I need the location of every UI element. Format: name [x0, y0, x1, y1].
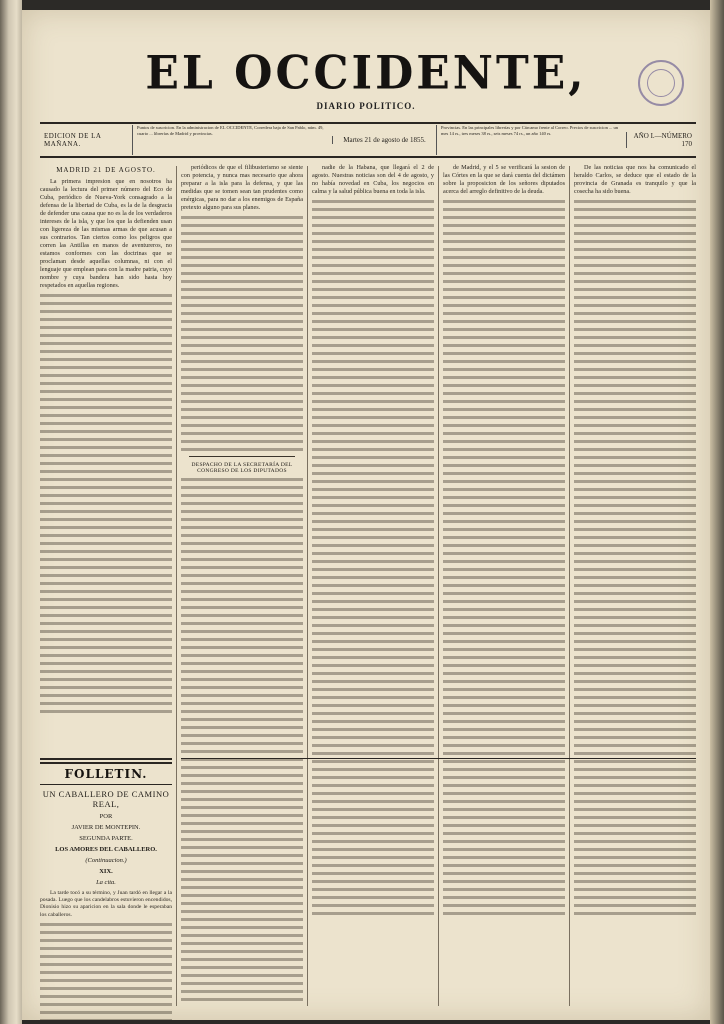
column-3	[312, 164, 434, 1004]
masthead	[22, 48, 710, 111]
library-stamp-icon	[638, 60, 684, 106]
dateline: MADRID 21 DE AGOSTO.	[56, 166, 156, 174]
newspaper-title: EL OCCIDENTE,	[145, 46, 587, 101]
chapter-number: XIX.	[99, 868, 113, 875]
section-title: La cita.	[96, 879, 116, 886]
author-by: POR	[99, 813, 113, 820]
column-rule	[307, 166, 308, 1006]
article-text: nadie de la Habana, que llegará el 2 de agosto. Nuestras noticias son del 4 de agosto, y no había novedad en Cuba, los negocios en calma y la salud pública buena en toda la isla.	[312, 164, 434, 195]
story-title: UN CABALLERO DE CAMINO REAL,	[42, 789, 170, 809]
continuation-note: (Continuacion.)	[85, 857, 127, 864]
issue-date: Martes 21 de agosto de 1855.	[332, 136, 436, 144]
column-rule	[569, 166, 570, 1006]
chapter-title: LOS AMORES DEL CABALLERO.	[55, 846, 157, 853]
column-rule	[176, 166, 177, 1006]
book-spine	[0, 0, 22, 1024]
article-text: La primera impresion que en nosotros ha causado la lectura del primer número del Eco de Cuba, periódico de Nueva-York consagrado a la defensa de la libertad de Cuba, es la de la desgracia de defender una causa que no es la de los verdaderos intereses de la isla, y que los que la defienden usan con ligereza de las mismas armas de que acusan a sus contrarios. Tan ciertos como los peligros que corren las Antillas en manos de aventureros, no estamos conformes con las doctrinas que se proclaman desde aquellas columnas, ni con el lenguaje que emplean para con la madre patria, cuyo nombre y cuya bandera han sido hasta hoy respetados en aquellas regiones.	[40, 178, 172, 289]
text-lines	[181, 478, 303, 1004]
text-lines	[312, 200, 434, 915]
divider	[189, 456, 295, 457]
newspaper-page	[22, 10, 710, 1020]
text-lines	[40, 923, 172, 1020]
author-name: JAVIER DE MONTEPIN.	[71, 824, 141, 831]
column-rule	[438, 166, 439, 1006]
folletin-rule	[40, 758, 172, 760]
article-text: de Madrid, y el 5 se verificará la sesion de las Córtes en la que se dará cuenta del dictámen sobre la proposicion de los señores diputados acerca del arreglo definitivo de la deuda.	[443, 164, 565, 195]
provinces-note: Provincias. En las principales librerías y por Cárcamo frente al Correo. Precios de suscricion ... un mes 14 rs., tres meses 38 rs., seis meses 74 rs., un año 140 rs.	[436, 125, 626, 155]
page-edge	[710, 0, 724, 1024]
newspaper-subtitle: DIARIO POLITICO.	[316, 101, 416, 111]
text-lines	[574, 200, 696, 915]
article-text: periódicos de que el filibusterismo se siente con potencia, y nunca mas necesario que ahora preparar a la isla para la defensa, y que las medidas que se tomen sean tan prudentes como enérgicas, para no dar a los enemigos de España pretexto alguno para sus planes.	[181, 164, 303, 211]
subscription-note: Puntos de suscricion. En la administracion de EL OCCIDENTE, Corredera baja de San Pablo, núm. 49, cuarto ... librerías de Madrid y provincias.	[132, 125, 332, 155]
column-5	[574, 164, 696, 1004]
folletin-section	[40, 762, 172, 1020]
edition-label: EDICION DE LA MAÑANA.	[44, 132, 102, 148]
folletin-title: FOLLETIN.	[40, 762, 172, 785]
column-2	[181, 164, 303, 1004]
section-heading: DESPACHO DE LA SECRETARÍA DEL CONGRESO DE LOS DIPUTADOS	[191, 462, 293, 474]
text-lines	[181, 216, 303, 451]
info-band	[40, 122, 696, 158]
issue-number: AÑO I.—NÚMERO 170	[626, 132, 696, 148]
story-part: SEGUNDA PARTE.	[79, 835, 133, 842]
text-lines	[443, 200, 565, 915]
text-lines	[40, 294, 172, 713]
article-text: De las noticias que nos ha comunicado el heraldo Carlos, se deduce que el estado de la provincia de Granada es tranquilo y que la cosecha ha sido buena.	[574, 164, 696, 195]
column-4	[443, 164, 565, 1004]
column-1	[40, 164, 172, 756]
lower-rule	[181, 758, 696, 759]
folletin-text: La tarde tocó a su término, y Juan tardó en llegar a la posada. Luego que los candelabros estuvieron encendidos, Dionisio hizo su aparicion en la sala donde le esperaban los caballeros.	[40, 890, 172, 918]
